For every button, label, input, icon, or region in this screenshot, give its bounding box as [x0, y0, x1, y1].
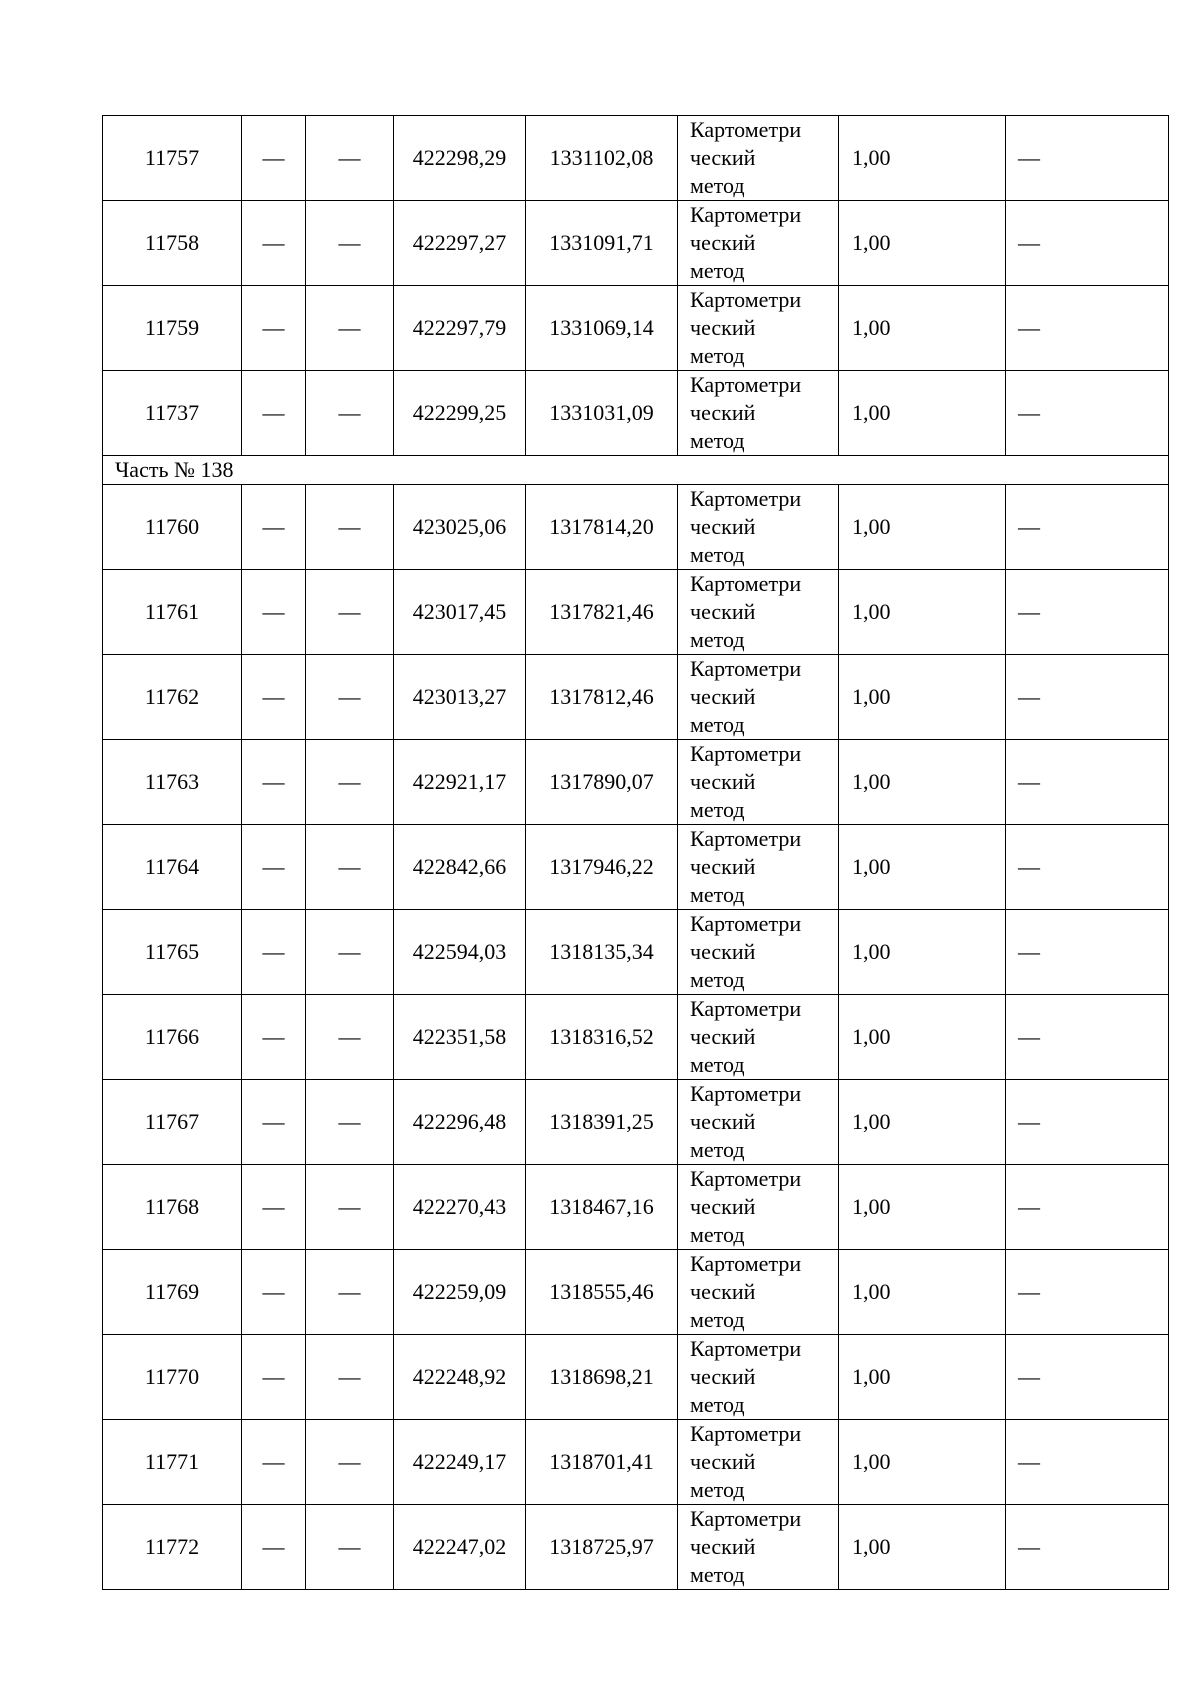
point-number-cell: 11758: [103, 201, 242, 286]
point-number-cell: 11770: [103, 1335, 242, 1420]
dash-cell: —: [306, 1335, 394, 1420]
note-cell: —: [1006, 740, 1169, 825]
point-number-cell: 11764: [103, 825, 242, 910]
coordinates-table: [102, 115, 1169, 1590]
table-row: [103, 371, 1169, 456]
dash-cell: —: [242, 1165, 306, 1250]
method-text: Картометри ческий метод: [690, 1251, 802, 1332]
note-cell: —: [1006, 910, 1169, 995]
x-coordinate-cell: 422921,17: [394, 740, 526, 825]
method-text: Картометри ческий метод: [690, 117, 802, 198]
dash-cell: —: [242, 740, 306, 825]
x-coordinate-cell: 422298,29: [394, 116, 526, 201]
x-coordinate-cell: 423025,06: [394, 485, 526, 570]
x-coordinate-cell: 422351,58: [394, 995, 526, 1080]
dash-cell: —: [242, 1505, 306, 1590]
table-row: [103, 1080, 1169, 1165]
method-cell: [678, 1250, 839, 1335]
table-row: [103, 1250, 1169, 1335]
dash-cell: —: [242, 1080, 306, 1165]
dash-cell: —: [306, 995, 394, 1080]
x-coordinate-cell: 423013,27: [394, 655, 526, 740]
point-number-cell: 11765: [103, 910, 242, 995]
method-cell: [678, 740, 839, 825]
method-text: Картометри ческий метод: [690, 571, 802, 652]
note-cell: —: [1006, 371, 1169, 456]
y-coordinate-cell: 1318701,41: [526, 1420, 678, 1505]
y-coordinate-cell: 1317890,07: [526, 740, 678, 825]
method-text: Картометри ческий метод: [690, 1336, 802, 1417]
table-row: [103, 655, 1169, 740]
x-coordinate-cell: 422270,43: [394, 1165, 526, 1250]
method-text: Картометри ческий метод: [690, 996, 802, 1077]
table-row: [103, 1165, 1169, 1250]
table-row: [103, 995, 1169, 1080]
method-text: Картометри ческий метод: [690, 826, 802, 907]
method-cell: [678, 570, 839, 655]
x-coordinate-cell: 422299,25: [394, 371, 526, 456]
method-cell: [678, 1505, 839, 1590]
y-coordinate-cell: 1318135,34: [526, 910, 678, 995]
dash-cell: —: [306, 1080, 394, 1165]
table-row: [103, 286, 1169, 371]
accuracy-cell: 1,00: [839, 740, 1006, 825]
method-cell: [678, 116, 839, 201]
method-cell: [678, 201, 839, 286]
point-number-cell: 11771: [103, 1420, 242, 1505]
dash-cell: —: [242, 655, 306, 740]
note-cell: —: [1006, 1335, 1169, 1420]
method-cell: [678, 995, 839, 1080]
accuracy-cell: 1,00: [839, 1420, 1006, 1505]
accuracy-cell: 1,00: [839, 1505, 1006, 1590]
point-number-cell: 11763: [103, 740, 242, 825]
dash-cell: —: [242, 1250, 306, 1335]
method-text: Картометри ческий метод: [690, 1421, 802, 1502]
x-coordinate-cell: 422842,66: [394, 825, 526, 910]
y-coordinate-cell: 1317946,22: [526, 825, 678, 910]
table-row: [103, 825, 1169, 910]
dash-cell: —: [306, 655, 394, 740]
dash-cell: —: [242, 201, 306, 286]
note-cell: —: [1006, 655, 1169, 740]
point-number-cell: 11768: [103, 1165, 242, 1250]
point-number-cell: 11759: [103, 286, 242, 371]
dash-cell: —: [306, 570, 394, 655]
method-cell: [678, 910, 839, 995]
dash-cell: —: [306, 1165, 394, 1250]
accuracy-cell: 1,00: [839, 1335, 1006, 1420]
method-cell: [678, 286, 839, 371]
y-coordinate-cell: 1318467,16: [526, 1165, 678, 1250]
x-coordinate-cell: 422594,03: [394, 910, 526, 995]
table-row: [103, 740, 1169, 825]
point-number-cell: 11766: [103, 995, 242, 1080]
table-row: [103, 1335, 1169, 1420]
method-cell: [678, 655, 839, 740]
accuracy-cell: 1,00: [839, 910, 1006, 995]
table-row: [103, 570, 1169, 655]
table-row: [103, 201, 1169, 286]
dash-cell: —: [306, 116, 394, 201]
accuracy-cell: 1,00: [839, 485, 1006, 570]
accuracy-cell: 1,00: [839, 570, 1006, 655]
table-row: [103, 485, 1169, 570]
dash-cell: —: [242, 995, 306, 1080]
y-coordinate-cell: 1318725,97: [526, 1505, 678, 1590]
y-coordinate-cell: 1318555,46: [526, 1250, 678, 1335]
method-text: Картометри ческий метод: [690, 1506, 802, 1587]
note-cell: —: [1006, 116, 1169, 201]
x-coordinate-cell: 423017,45: [394, 570, 526, 655]
method-text: Картометри ческий метод: [690, 372, 802, 453]
note-cell: —: [1006, 825, 1169, 910]
method-text: Картометри ческий метод: [690, 656, 802, 737]
y-coordinate-cell: 1331031,09: [526, 371, 678, 456]
note-cell: —: [1006, 570, 1169, 655]
x-coordinate-cell: 422247,02: [394, 1505, 526, 1590]
dash-cell: —: [242, 286, 306, 371]
x-coordinate-cell: 422296,48: [394, 1080, 526, 1165]
table-body: [103, 116, 1169, 1590]
accuracy-cell: 1,00: [839, 286, 1006, 371]
dash-cell: —: [242, 116, 306, 201]
accuracy-cell: 1,00: [839, 995, 1006, 1080]
method-cell: [678, 1420, 839, 1505]
method-cell: [678, 1335, 839, 1420]
accuracy-cell: 1,00: [839, 371, 1006, 456]
dash-cell: —: [306, 201, 394, 286]
method-text: Картометри ческий метод: [690, 1166, 802, 1247]
method-text: Картометри ческий метод: [690, 911, 802, 992]
method-cell: [678, 1080, 839, 1165]
dash-cell: —: [242, 910, 306, 995]
x-coordinate-cell: 422297,79: [394, 286, 526, 371]
dash-cell: —: [242, 570, 306, 655]
point-number-cell: 11737: [103, 371, 242, 456]
dash-cell: —: [306, 371, 394, 456]
x-coordinate-cell: 422248,92: [394, 1335, 526, 1420]
dash-cell: —: [242, 485, 306, 570]
y-coordinate-cell: 1317814,20: [526, 485, 678, 570]
dash-cell: —: [306, 1420, 394, 1505]
dash-cell: —: [306, 910, 394, 995]
method-text: Картометри ческий метод: [690, 486, 802, 567]
note-cell: —: [1006, 1165, 1169, 1250]
y-coordinate-cell: 1331102,08: [526, 116, 678, 201]
y-coordinate-cell: 1318391,25: [526, 1080, 678, 1165]
note-cell: —: [1006, 1080, 1169, 1165]
note-cell: —: [1006, 1505, 1169, 1590]
method-cell: [678, 485, 839, 570]
y-coordinate-cell: 1318316,52: [526, 995, 678, 1080]
table-row: [103, 1505, 1169, 1590]
y-coordinate-cell: 1317821,46: [526, 570, 678, 655]
dash-cell: —: [306, 1250, 394, 1335]
point-number-cell: 11757: [103, 116, 242, 201]
accuracy-cell: 1,00: [839, 655, 1006, 740]
note-cell: —: [1006, 201, 1169, 286]
accuracy-cell: 1,00: [839, 825, 1006, 910]
method-text: Картометри ческий метод: [690, 1081, 802, 1162]
method-cell: [678, 1165, 839, 1250]
y-coordinate-cell: 1318698,21: [526, 1335, 678, 1420]
note-cell: —: [1006, 286, 1169, 371]
accuracy-cell: 1,00: [839, 116, 1006, 201]
x-coordinate-cell: 422297,27: [394, 201, 526, 286]
y-coordinate-cell: 1331069,14: [526, 286, 678, 371]
accuracy-cell: 1,00: [839, 201, 1006, 286]
method-text: Картометри ческий метод: [690, 741, 802, 822]
accuracy-cell: 1,00: [839, 1080, 1006, 1165]
point-number-cell: 11767: [103, 1080, 242, 1165]
dash-cell: —: [242, 371, 306, 456]
x-coordinate-cell: 422259,09: [394, 1250, 526, 1335]
accuracy-cell: 1,00: [839, 1165, 1006, 1250]
dash-cell: —: [242, 1420, 306, 1505]
section-label: Часть № 138: [103, 456, 1169, 485]
dash-cell: —: [306, 485, 394, 570]
point-number-cell: 11772: [103, 1505, 242, 1590]
point-number-cell: 11761: [103, 570, 242, 655]
note-cell: —: [1006, 995, 1169, 1080]
dash-cell: —: [306, 286, 394, 371]
y-coordinate-cell: 1331091,71: [526, 201, 678, 286]
dash-cell: —: [242, 1335, 306, 1420]
section-header-row: [103, 456, 1169, 485]
table-row: [103, 116, 1169, 201]
note-cell: —: [1006, 485, 1169, 570]
table-row: [103, 1420, 1169, 1505]
dash-cell: —: [306, 1505, 394, 1590]
point-number-cell: 11762: [103, 655, 242, 740]
method-cell: [678, 371, 839, 456]
method-cell: [678, 825, 839, 910]
dash-cell: —: [306, 740, 394, 825]
point-number-cell: 11769: [103, 1250, 242, 1335]
y-coordinate-cell: 1317812,46: [526, 655, 678, 740]
table-row: [103, 910, 1169, 995]
method-text: Картометри ческий метод: [690, 202, 802, 283]
point-number-cell: 11760: [103, 485, 242, 570]
x-coordinate-cell: 422249,17: [394, 1420, 526, 1505]
dash-cell: —: [306, 825, 394, 910]
note-cell: —: [1006, 1420, 1169, 1505]
accuracy-cell: 1,00: [839, 1250, 1006, 1335]
method-text: Картометри ческий метод: [690, 287, 802, 368]
note-cell: —: [1006, 1250, 1169, 1335]
dash-cell: —: [242, 825, 306, 910]
